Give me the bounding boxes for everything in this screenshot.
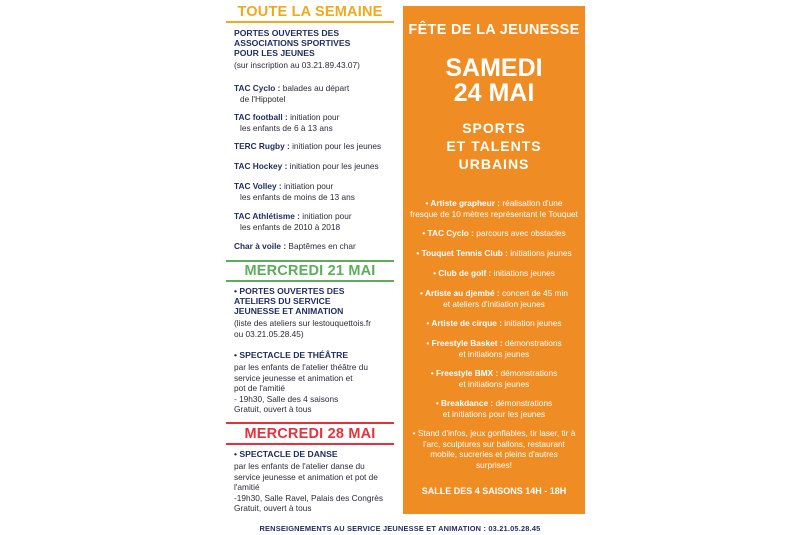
date-line: SAMEDI (445, 54, 543, 82)
event-item-name: • Breakdance : (435, 398, 494, 408)
item-text: les enfants de moins de 13 ans (240, 191, 355, 202)
event-item-text: initiation jeunes (501, 318, 562, 328)
event-title: FÊTE DE LA JEUNESSE (408, 22, 580, 38)
week-title-line: ASSOCIATIONS SPORTIVES (234, 38, 351, 49)
event-stands (403, 428, 585, 470)
may21-block2 (234, 362, 368, 415)
item-text: initiation pour (281, 181, 334, 191)
item-text: initiation pour (299, 211, 352, 221)
event-item-text: et initiations jeunes (458, 378, 530, 389)
stand-line: mobile, sucreries et pleins d'autres (430, 449, 558, 460)
block-line: l'amitié (234, 482, 260, 493)
event-item-text: concert de 45 min (499, 288, 568, 298)
item-text: initiation pour les jeunes (287, 161, 379, 171)
event-item-text: et initiations jeunes (458, 348, 530, 359)
item-name: Char à voile : (234, 241, 287, 251)
event-item-name: • TAC Cyclo : (422, 228, 474, 238)
event-theme (403, 119, 585, 173)
event-item-text: démonstrations (502, 338, 562, 348)
week-rule (226, 21, 394, 23)
may21-block1-line: ATELIERS DU SERVICE (234, 296, 331, 307)
block-line: - 19h30, Salle des 4 saisons (234, 393, 339, 404)
block-line: par les enfants de l'atelier théâtre du (234, 362, 368, 372)
event-item-text: réalisation d'une (500, 198, 563, 208)
event-item-name: • Artiste grapheur : (425, 198, 501, 208)
date-line: 24 MAI (453, 79, 535, 107)
week-item (234, 241, 394, 252)
may21-block1 (234, 286, 344, 317)
week-item (234, 181, 394, 203)
item-text: Baptêmes en char (286, 241, 356, 251)
item-name: TAC football : (234, 112, 288, 122)
item-name: TAC Athlétisme : (234, 211, 300, 221)
week-item (234, 161, 394, 172)
theme-line: ET TALENTS (446, 138, 542, 154)
may28-rule-top (226, 422, 394, 424)
event-item-name: • Club de golf : (433, 268, 492, 278)
event-item (403, 288, 585, 309)
event-item (403, 248, 585, 259)
note-line: ou 03.21.05.28.45) (234, 328, 304, 339)
may28-block (234, 461, 383, 514)
event-item (403, 318, 585, 329)
may21-block1-line: • PORTES OUVERTES DES (234, 286, 345, 296)
may28-title: • SPECTACLE DE DANSE (234, 449, 338, 459)
item-text: les enfants de 6 à 13 ans (240, 122, 333, 133)
week-item (234, 83, 394, 105)
week-note: (sur inscription au 03.21.89.43.07) (234, 60, 360, 70)
block-line: service jeunesse et animation et pot de (234, 471, 378, 482)
event-item-text: initiations jeunes (507, 248, 572, 258)
week-title-line: PORTES OUVERTES DES (234, 28, 340, 38)
event-item-text: fresque de 10 mètres représentant le Touquet (410, 208, 578, 219)
event-item (403, 228, 585, 239)
item-name: TAC Hockey : (234, 161, 288, 171)
item-text: initiation pour (287, 112, 340, 122)
block-line: -19h30, Salle Ravel, Palais des Congrès (234, 492, 383, 503)
block-line: par les enfants de l'atelier danse du (234, 461, 365, 471)
item-text: de l'Hippotel (240, 93, 286, 104)
event-item-name: • Touquet Tennis Club : (416, 248, 508, 258)
item-name: TAC Volley : (234, 181, 282, 191)
may28-heading: MERCREDI 28 MAI (244, 426, 376, 442)
item-name: TERC Rugby : (234, 141, 290, 151)
week-title (234, 28, 350, 59)
theme-line: SPORTS (462, 120, 526, 136)
event-panel (403, 6, 585, 514)
stand-line: l'arc, sculptures sur ballons, restaurant (423, 438, 565, 449)
event-item-text: et ateliers d'initiation jeunes (443, 298, 545, 309)
may28-rule (226, 443, 394, 445)
note-line: (liste des ateliers sur lestouquettois.fr (234, 318, 371, 328)
event-item (403, 338, 585, 359)
week-item (234, 211, 394, 233)
event-item-text: initiations jeunes (491, 268, 555, 278)
event-item-name: • Freestyle BMX : (430, 368, 499, 378)
item-text: initiation pour les jeunes (289, 141, 382, 151)
event-item-text: parcours avec obstacles (473, 228, 566, 238)
may21-block1-line: JEUNESSE ET ANIMATION (234, 306, 344, 317)
event-item-text: et initiations pour les jeunes (442, 408, 546, 419)
week-title-line: POUR LES JEUNES (234, 48, 315, 59)
footer-info: RENSEIGNEMENTS AU SERVICE JEUNESSE ET ANIMATION : 03.21.05.28.45 (259, 524, 541, 533)
event-venue: SALLE DES 4 SAISONS 14H - 18H (421, 486, 567, 496)
may21-heading: MERCREDI 21 MAI (244, 263, 376, 279)
week-item (234, 141, 394, 152)
event-item (403, 268, 585, 279)
event-item (403, 398, 585, 419)
may21-rule (226, 280, 394, 282)
item-text: balades au départ (280, 83, 350, 93)
event-item-text: démonstrations (498, 368, 558, 378)
event-item-name: • Artiste de cirque : (426, 318, 502, 328)
week-heading: TOUTE LA SEMAINE (237, 4, 383, 20)
may21-block1-note (234, 318, 371, 339)
event-item-name: • Freestyle Basket : (426, 338, 503, 348)
block-line: Gratuit, ouvert à tous (234, 404, 312, 415)
item-text: les enfants de 2010 à 2018 (240, 221, 341, 232)
stand-line: surprises! (476, 459, 512, 470)
week-item (234, 112, 394, 134)
event-date (403, 56, 585, 106)
block-line: Gratuit, ouvert à tous (234, 503, 312, 514)
event-item (403, 198, 585, 219)
event-item-text: démonstrations (493, 398, 553, 408)
may21-block2-title: • SPECTACLE DE THÉÂTRE (234, 350, 349, 360)
block-line: pot de l'amitié (234, 383, 285, 394)
stand-line: • Stand d'infos, jeux gonflables, tir laser, tir à (412, 428, 576, 438)
event-item (403, 368, 585, 389)
block-line: service jeunesse et animation et (234, 372, 353, 383)
theme-line: URBAINS (458, 156, 530, 172)
event-item-name: • Artiste au djembé : (420, 288, 500, 298)
item-name: TAC Cyclo : (234, 83, 281, 93)
